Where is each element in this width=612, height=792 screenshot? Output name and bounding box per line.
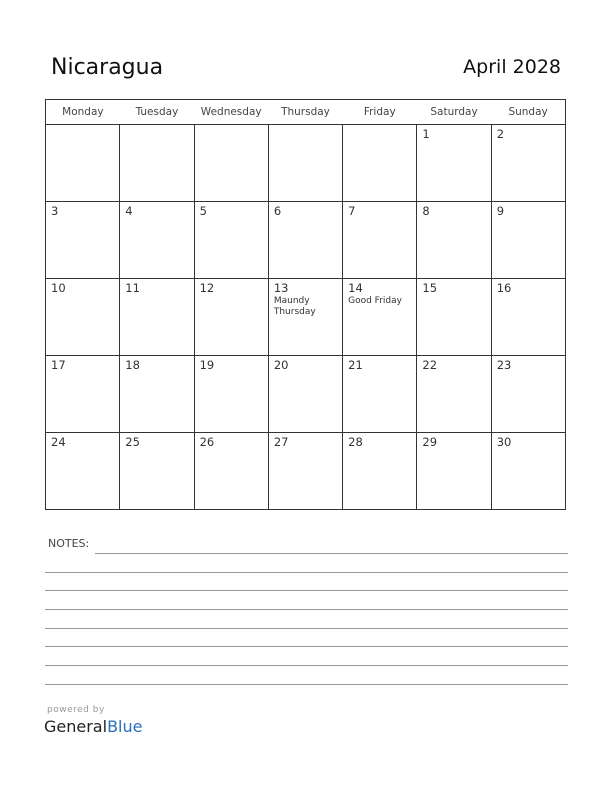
day-number: 30 (496, 435, 512, 449)
day-number: 5 (199, 204, 207, 218)
day-number: 23 (496, 358, 512, 372)
day-number: 12 (199, 281, 215, 295)
day-number: 13 (273, 281, 289, 295)
week-row (46, 433, 566, 510)
day-number: 28 (348, 435, 363, 449)
day-number: 27 (273, 435, 289, 449)
holiday-label: Good Friday (348, 296, 402, 306)
day-cell (120, 433, 194, 510)
day-cell (194, 356, 268, 433)
notes-line (45, 609, 568, 610)
weekday-header: Sunday (491, 100, 565, 125)
week-row (46, 356, 566, 433)
day-cell (194, 279, 268, 356)
day-number: 1 (422, 127, 430, 141)
day-number: 25 (125, 435, 140, 449)
weekday-header: Friday (343, 100, 417, 125)
day-number: 21 (348, 358, 363, 372)
notes-line (45, 684, 568, 685)
notes-line (45, 665, 568, 666)
day-number: 2 (496, 127, 505, 141)
day-cell (46, 356, 120, 433)
month-year-title: April 2028 (463, 56, 561, 78)
day-cell (46, 125, 120, 202)
day-cell (343, 433, 417, 510)
day-cell (46, 433, 120, 510)
weekday-header: Wednesday (194, 100, 268, 125)
weekday-header: Thursday (268, 100, 342, 125)
day-cell (268, 356, 342, 433)
day-number: 24 (51, 435, 66, 449)
notes-line (95, 553, 568, 554)
day-number: 4 (125, 204, 133, 218)
day-number: 18 (125, 358, 140, 372)
day-number: 20 (273, 358, 289, 372)
week-row (46, 279, 566, 356)
day-number: 10 (51, 281, 66, 295)
notes-line (45, 590, 568, 591)
day-cell (417, 125, 491, 202)
day-cell (194, 125, 268, 202)
day-number: 8 (422, 204, 430, 218)
brand-general: General (44, 717, 108, 736)
day-number: 9 (496, 204, 505, 218)
day-cell (120, 125, 194, 202)
day-cell (417, 356, 491, 433)
day-cell (343, 279, 417, 356)
powered-by-text: powered by (47, 705, 105, 715)
notes-label: NOTES: (48, 537, 90, 550)
day-number: 19 (199, 358, 215, 372)
holiday-label: Maundy Thursday (273, 296, 316, 317)
brand-blue: Blue (107, 717, 143, 736)
day-cell (343, 356, 417, 433)
weekday-header: Saturday (417, 100, 491, 125)
day-cell (343, 125, 417, 202)
day-cell (343, 202, 417, 279)
country-title: Nicaragua (51, 55, 164, 80)
day-cell (194, 202, 268, 279)
day-cell (194, 433, 268, 510)
day-cell (120, 279, 194, 356)
day-number: 29 (422, 435, 438, 449)
day-cell (491, 202, 565, 279)
day-cell (491, 433, 565, 510)
week-row (46, 202, 566, 279)
day-cell (46, 202, 120, 279)
day-number: 7 (348, 204, 356, 218)
weekday-header: Tuesday (120, 100, 194, 125)
day-number: 14 (348, 281, 363, 295)
notes-line (45, 628, 568, 629)
notes-line (45, 572, 568, 573)
calendar-grid (45, 99, 566, 510)
day-cell (268, 202, 342, 279)
week-row (46, 125, 566, 202)
generalblue-logo[interactable] (44, 717, 142, 736)
day-cell (46, 279, 120, 356)
day-cell (417, 202, 491, 279)
day-cell (268, 433, 342, 510)
day-cell (120, 356, 194, 433)
day-number: 15 (422, 281, 438, 295)
day-number: 26 (199, 435, 215, 449)
day-number: 6 (273, 204, 282, 218)
day-number: 16 (496, 281, 512, 295)
day-cell (120, 202, 194, 279)
day-cell (491, 125, 565, 202)
day-cell (268, 125, 342, 202)
day-cell (268, 279, 342, 356)
day-number: 17 (51, 358, 66, 372)
day-number: 3 (51, 204, 59, 218)
weekday-header: Monday (46, 100, 120, 125)
day-cell (417, 279, 491, 356)
notes-line (45, 646, 568, 647)
day-number: 11 (125, 281, 140, 295)
day-cell (491, 279, 565, 356)
day-number: 22 (422, 358, 438, 372)
day-cell (491, 356, 565, 433)
day-cell (417, 433, 491, 510)
weekday-header-row (46, 100, 566, 125)
